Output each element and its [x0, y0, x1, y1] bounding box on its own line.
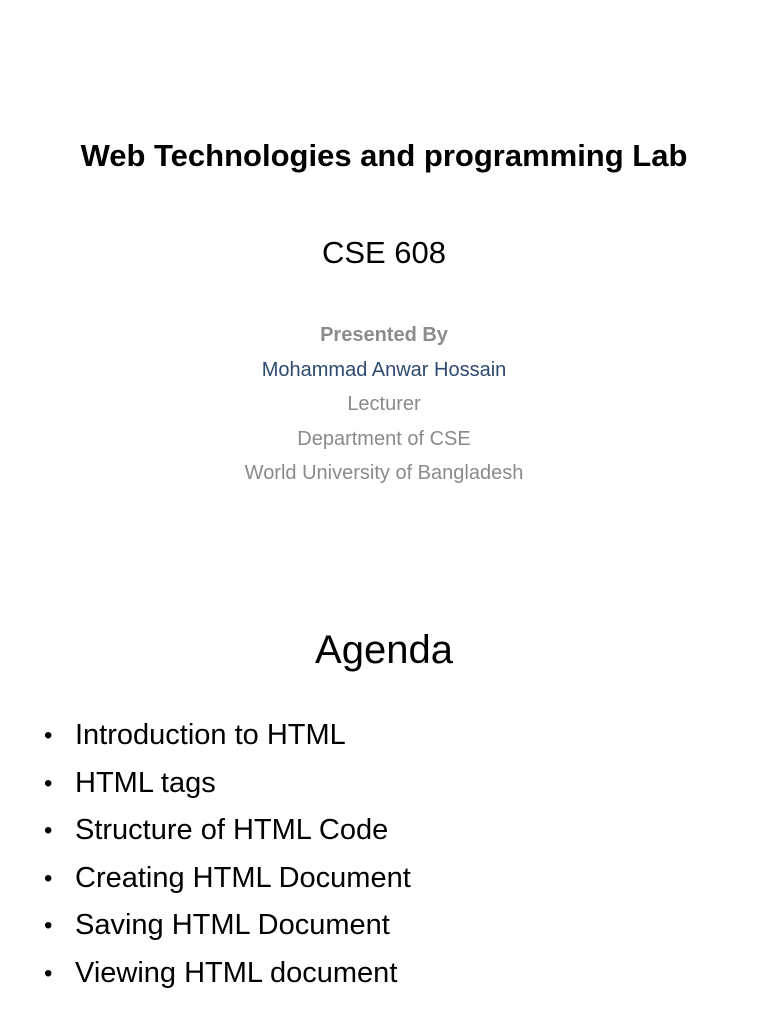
agenda-item	[44, 950, 411, 998]
agenda-item	[44, 760, 411, 808]
agenda-item	[44, 902, 411, 950]
bullet-icon: •	[44, 817, 53, 844]
presenter-institution: World University of Bangladesh	[244, 462, 524, 484]
bullet-icon: •	[44, 722, 53, 749]
agenda-item	[44, 712, 411, 760]
agenda-item	[44, 855, 411, 903]
bullet-icon: •	[44, 769, 53, 797]
agenda-item-label: Viewing HTML document	[75, 956, 398, 989]
presenter-department: Department of CSE	[297, 427, 471, 450]
agenda-slide	[0, 576, 768, 1024]
bullet-icon: •	[44, 959, 53, 987]
presenter-name: Mohammad Anwar Hossain	[261, 358, 507, 381]
presenter-info	[0, 318, 768, 491]
agenda-item-label: Introduction to HTML	[75, 719, 346, 751]
agenda-item-label: Creating HTML Document	[75, 861, 411, 894]
bullet-icon: •	[44, 912, 53, 939]
agenda-item-label: HTML tags	[75, 766, 216, 799]
agenda-list	[44, 712, 411, 997]
agenda-item-label: Saving HTML Document	[75, 909, 390, 941]
agenda-title: Agenda	[315, 628, 453, 672]
slide-title: Web Technologies and programming Lab	[80, 138, 688, 173]
presenter-position: Lecturer	[347, 393, 421, 415]
bullet-icon: •	[44, 864, 53, 892]
agenda-item	[44, 807, 411, 855]
course-code: CSE 608	[321, 235, 447, 270]
presented-by-label: Presented By	[320, 324, 448, 346]
agenda-item-label: Structure of HTML Code	[75, 814, 389, 846]
